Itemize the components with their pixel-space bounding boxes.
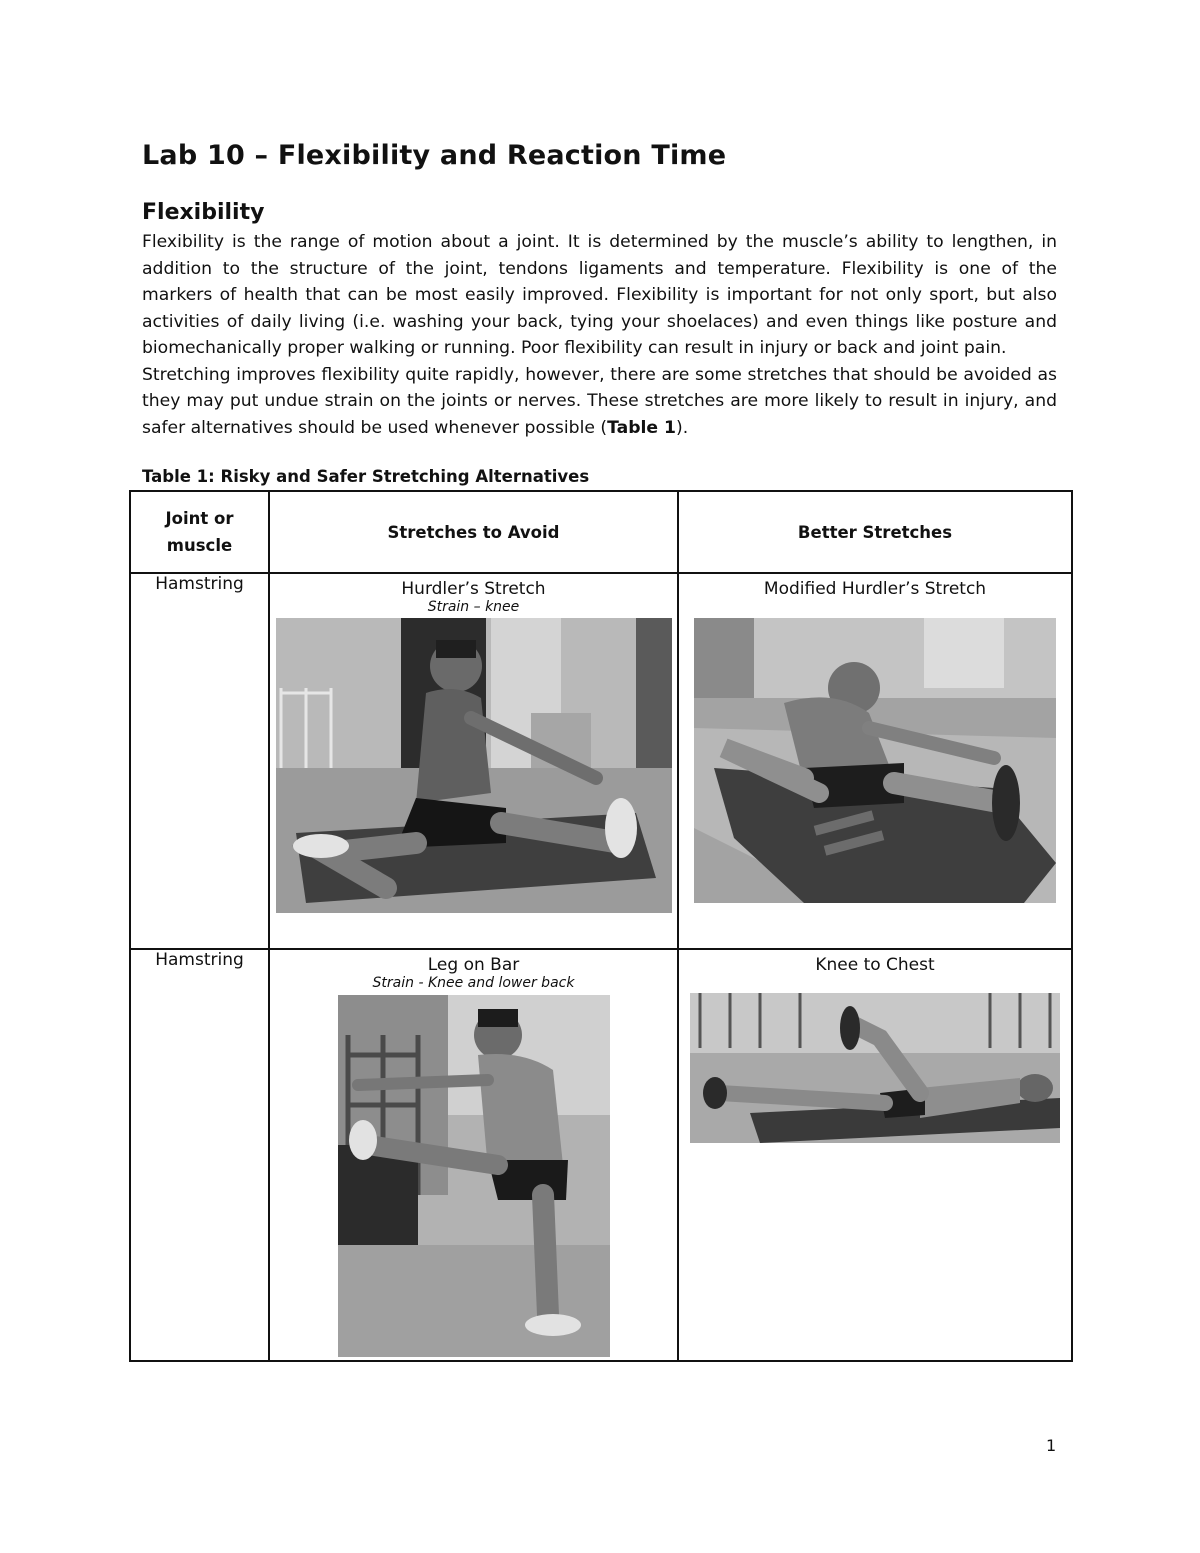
stretch-title: Modified Hurdler’s Stretch <box>763 579 987 599</box>
page-number: 1 <box>1046 1436 1057 1455</box>
page-title: Lab 10 – Flexibility and Reaction Time <box>142 140 727 171</box>
strain-note: Strain – knee <box>427 599 520 615</box>
stretch-title: Hurdler’s Stretch <box>401 579 546 599</box>
avoid-cell <box>269 573 678 949</box>
knee-to-chest-photo <box>690 993 1060 1143</box>
table-caption: Table 1: Risky and Safer Stretching Alternatives <box>142 467 590 486</box>
intro-text: safer alternatives should be used whenever possible ( <box>142 417 608 438</box>
intro-line-last <box>142 415 1057 442</box>
header-joint-line: Joint or <box>165 509 234 528</box>
intro-line: biomechanically proper walking or running. Poor flexibility can result in injury or back and joint pain. <box>142 338 1007 358</box>
intro-line: Flexibility is the range of motion about a joint. It is determined by the muscle’s ability to lengthen, in <box>142 232 1057 252</box>
joint-label: Hamstring <box>155 950 244 970</box>
header-better-stretches: Better Stretches <box>678 491 1072 573</box>
leg-on-bar-photo <box>338 995 610 1357</box>
hurdlers-stretch-photo <box>276 618 672 913</box>
stretch-title: Knee to Chest <box>815 955 935 975</box>
header-joint-or-muscle <box>130 491 269 573</box>
intro-line: activities of daily living (i.e. washing your back, tying your shoelaces) and even things like posture and <box>142 311 1057 332</box>
better-cell <box>678 573 1072 949</box>
avoid-cell <box>269 949 678 1361</box>
intro-line: Stretching improves flexibility quite rapidly, however, there are some stretches that should be avoided as <box>142 364 1057 385</box>
table-row <box>130 949 1072 1361</box>
header-stretches-to-avoid: Stretches to Avoid <box>269 491 678 573</box>
better-cell <box>678 949 1072 1361</box>
intro-paragraph <box>142 229 1057 441</box>
intro-line: they may put undue strain on the joints or nerves. These stretches are more likely to result in injury, and <box>142 391 1057 411</box>
joint-cell <box>130 573 269 949</box>
table-reference: Table 1 <box>607 417 676 438</box>
intro-line: markers of health that can be most easily improved. Flexibility is important for not only sport, but also <box>142 285 1057 305</box>
modified-hurdlers-stretch-photo <box>694 618 1056 903</box>
joint-cell <box>130 949 269 1361</box>
intro-line: addition to the structure of the joint, tendons ligaments and temperature. Flexibility is one of the <box>142 258 1057 279</box>
intro-text: ). <box>676 417 689 438</box>
strain-note: Strain - Knee and lower back <box>372 975 575 991</box>
stretching-table <box>129 490 1073 1362</box>
table-row <box>130 573 1072 949</box>
header-joint-line: muscle <box>166 536 233 555</box>
stretch-title: Leg on Bar <box>427 955 520 975</box>
joint-label: Hamstring <box>155 574 244 594</box>
table-header-row <box>130 491 1072 573</box>
section-heading-flexibility: Flexibility <box>142 200 265 225</box>
